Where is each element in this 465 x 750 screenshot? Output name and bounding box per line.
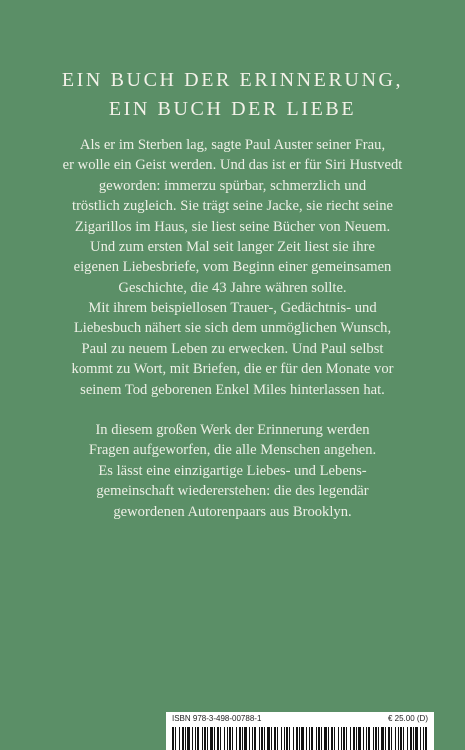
text-line: In diesem großen Werk der Erinnerung werden — [95, 422, 370, 438]
text-line: eigenen Liebesbriefe, vom Beginn einer gemeinsamen — [73, 259, 392, 276]
text-line: gemeinschaft wiedererstehen: die des legendär — [96, 483, 369, 500]
text-line: Paul zu neuem Leben zu erwecken. Und Paul selbst — [81, 340, 384, 357]
text-line: kommt zu Wort, mit Briefen, die er für den Monate vor — [71, 361, 394, 378]
text-line: Und zum ersten Mal seit langer Zeit liest sie ihre — [90, 239, 375, 256]
text-line: Mit ihrem beispiellosen Trauer-, Gedächtnis- und — [88, 300, 377, 316]
headline-line-2: EIN BUCH DER LIEBE — [108, 98, 357, 120]
blurb-paragraph-2 — [34, 298, 431, 400]
barcode-box — [166, 712, 434, 750]
barcode-icon — [172, 727, 428, 750]
text-line: tröstlich zugleich. Sie trägt seine Jacke, sie riecht seine — [72, 198, 393, 215]
price-text: € 25.00 (D) — [387, 714, 428, 723]
text-line: Geschichte, die 43 Jahre währen sollte. — [118, 279, 347, 296]
text-line: Als er im Sterben lag, sagte Paul Auster seiner Frau, — [79, 137, 386, 153]
text-line: geworden: immerzu spürbar, schmerzlich und — [98, 177, 367, 194]
text-line: Liebesbuch nähert sie sich dem unmöglichen Wunsch, — [73, 320, 392, 337]
headline-line-1: EIN BUCH DER ERINNERUNG, — [61, 69, 404, 91]
text-line: Zigarillos im Haus, sie liest seine Bücher von Neuem. — [74, 218, 391, 235]
text-line: seinem Tod geborenen Enkel Miles hinterlassen hat. — [80, 381, 385, 398]
isbn-text: ISBN 978-3-498-00788-1 — [172, 714, 262, 723]
text-line: er wolle ein Geist werden. Und das ist er für Siri Hustvedt — [62, 157, 403, 174]
text-line: gewordenen Autorenpaars aus Brooklyn. — [113, 503, 352, 520]
text-line: Fragen aufgeworfen, die alle Menschen angehen. — [88, 442, 377, 459]
barcode-label — [166, 712, 434, 725]
blurb-paragraph-1 — [34, 135, 431, 298]
blurb-paragraph-3 — [34, 420, 431, 522]
text-line: Es lässt eine einzigartige Liebes- und Lebens- — [98, 462, 367, 479]
headline — [0, 66, 465, 124]
